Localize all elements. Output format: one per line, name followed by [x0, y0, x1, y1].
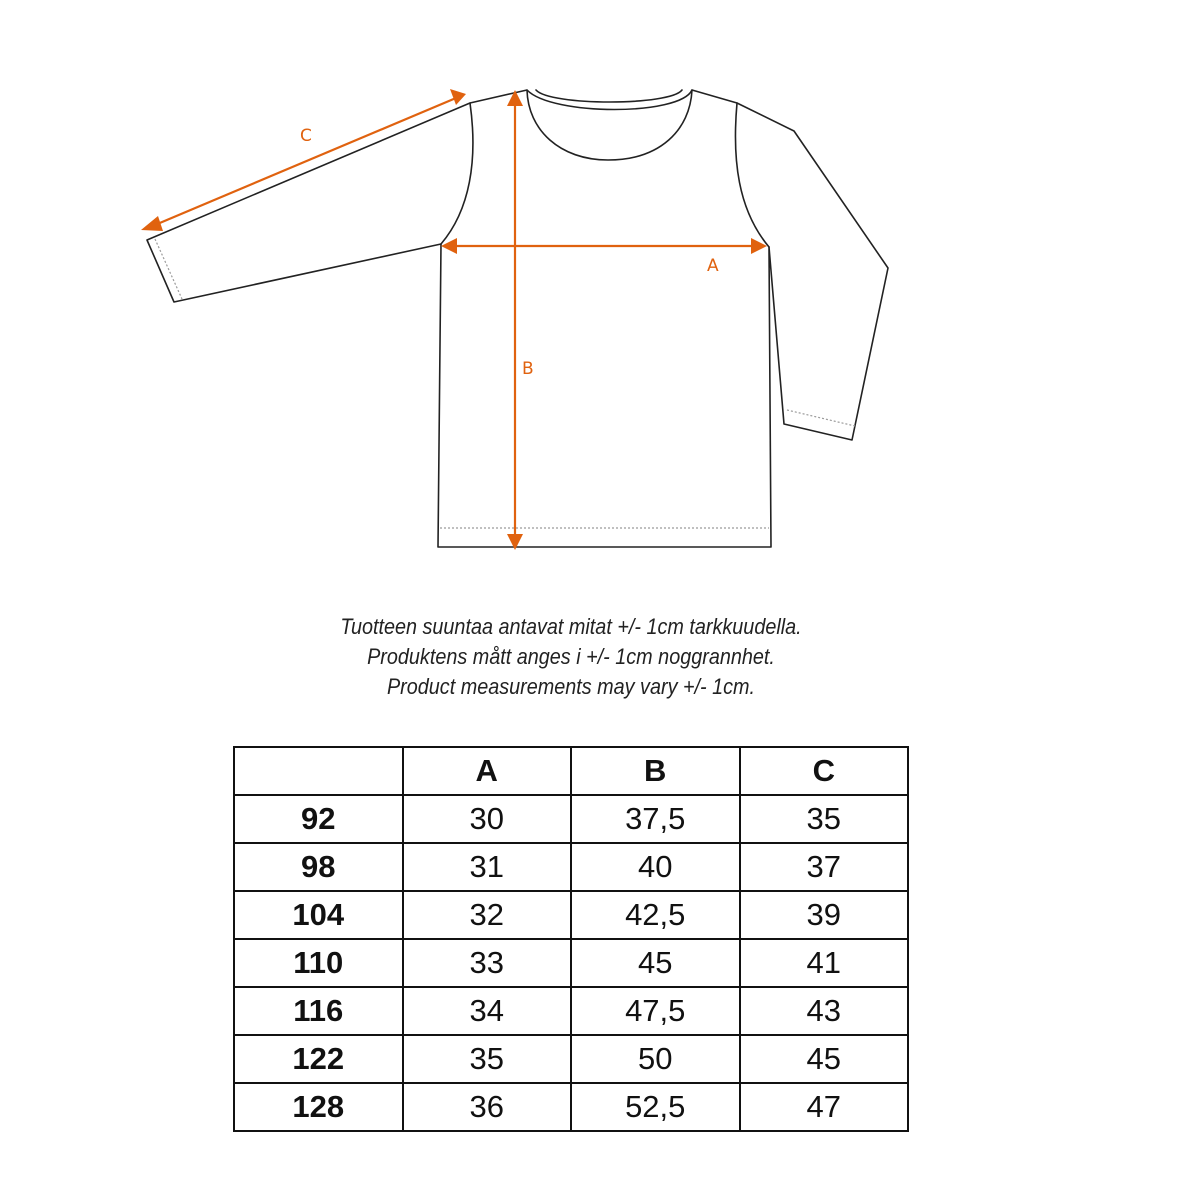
a-cell: 31	[403, 843, 571, 891]
table-header-a: A	[403, 747, 571, 795]
table-row	[234, 891, 908, 939]
b-cell: 42,5	[571, 891, 740, 939]
a-cell: 33	[403, 939, 571, 987]
b-cell: 45	[571, 939, 740, 987]
shirt-measurement-diagram	[0, 0, 1200, 580]
left-armhole-seam	[441, 103, 473, 244]
dimension-c-arrowhead-start	[141, 216, 163, 231]
table-row	[234, 1083, 908, 1131]
c-cell: 45	[740, 1035, 908, 1083]
dimension-c-line	[155, 98, 456, 225]
table-header-size	[234, 747, 403, 795]
measurement-note	[0, 612, 1142, 702]
c-cell: 35	[740, 795, 908, 843]
size-cell: 122	[234, 1035, 403, 1083]
dimension-b-arrowhead-start	[507, 90, 523, 106]
shirt-body-outline	[147, 90, 888, 547]
c-cell: 39	[740, 891, 908, 939]
size-cell: 104	[234, 891, 403, 939]
b-cell: 40	[571, 843, 740, 891]
c-cell: 41	[740, 939, 908, 987]
dimension-b	[507, 90, 534, 550]
dimension-c	[141, 89, 466, 231]
a-cell: 35	[403, 1035, 571, 1083]
table-header-row	[234, 747, 908, 795]
c-cell: 37	[740, 843, 908, 891]
a-cell: 34	[403, 987, 571, 1035]
table-row	[234, 795, 908, 843]
a-cell: 36	[403, 1083, 571, 1131]
b-cell: 50	[571, 1035, 740, 1083]
shirt-outline	[147, 90, 888, 547]
c-cell: 47	[740, 1083, 908, 1131]
c-cell: 43	[740, 987, 908, 1035]
dimension-b-label: B	[522, 359, 534, 379]
dimension-a	[441, 238, 767, 276]
a-cell: 30	[403, 795, 571, 843]
size-cell: 128	[234, 1083, 403, 1131]
collar-rib-line	[527, 90, 692, 160]
note-swedish: Produktens mått anges i +/- 1cm noggrannhet.	[367, 644, 775, 669]
dimension-c-arrowhead-end	[450, 89, 466, 105]
b-cell: 52,5	[571, 1083, 740, 1131]
size-table	[233, 746, 909, 1132]
table-row	[234, 843, 908, 891]
b-cell: 37,5	[571, 795, 740, 843]
right-armhole-seam	[735, 103, 769, 247]
a-cell: 32	[403, 891, 571, 939]
collar-inner-line	[536, 90, 682, 102]
size-cell: 116	[234, 987, 403, 1035]
note-finnish: Tuotteen suuntaa antavat mitat +/- 1cm tarkkuudella.	[340, 614, 802, 639]
table-header-b: B	[571, 747, 740, 795]
size-cell: 98	[234, 843, 403, 891]
table-row	[234, 939, 908, 987]
dimension-c-label: C	[300, 126, 312, 146]
right-cuff-stitching	[787, 410, 855, 426]
table-header-c: C	[740, 747, 908, 795]
size-cell: 92	[234, 795, 403, 843]
size-cell: 110	[234, 939, 403, 987]
b-cell: 47,5	[571, 987, 740, 1035]
table-row	[234, 987, 908, 1035]
note-english: Product measurements may vary +/- 1cm.	[386, 674, 756, 699]
dimension-a-label: A	[707, 256, 719, 276]
table-row	[234, 1035, 908, 1083]
